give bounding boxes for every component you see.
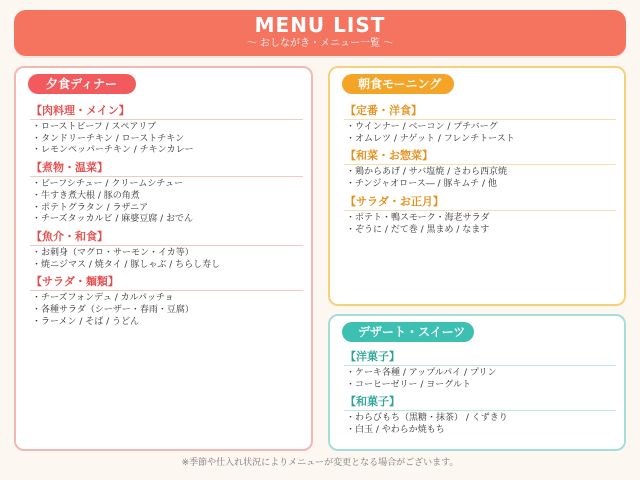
- dessert-sections: [344, 350, 616, 441]
- morning-sections: [344, 104, 616, 240]
- menu-title: MENU LIST: [254, 13, 386, 37]
- footer-note: ※季節や仕入れ状況によりメニューが変更となる場合がございます。: [181, 458, 459, 468]
- section-title: 【サラダ・お正月】: [344, 195, 616, 211]
- dinner-section-meat: [30, 104, 303, 157]
- dinner-card: [14, 66, 313, 451]
- morning-label: 朝食モーニング: [342, 74, 454, 94]
- menu-item: ・お刺身（マグロ・サーモン・イカ等）: [32, 247, 194, 258]
- menu-item: ・ケーキ各種 / アップルパイ / プリン: [346, 368, 497, 378]
- menu-item: ・レモンペッパーチキン / チキンカレー: [32, 145, 194, 156]
- menu-item: ・ぞうに / だて巻 / 黒まめ / なます: [346, 224, 490, 235]
- menu-item: ・チンジャオロース― / 豚キムチ / 他: [346, 179, 497, 190]
- menu-item: ・ポテトグラタン / ラザニア: [32, 202, 149, 213]
- menu-header: [14, 10, 626, 56]
- menu-item: ・ビーフシチュー / クリームシチュー: [32, 179, 184, 190]
- dinner-section-seafood: [30, 230, 303, 271]
- menu-item: ・ウインナー / ベーコン / プチバーグ: [346, 122, 498, 132]
- menu-item: ・各種サラダ（シーザー・春雨・豆腐）: [32, 305, 194, 316]
- menu-item: ・鶏からあげ / サバ塩焼 / さわら西京焼: [346, 167, 507, 178]
- section-title: 【肉料理・メイン】: [30, 104, 303, 120]
- morning-section-salad: [344, 195, 616, 236]
- menu-item: ・ポテト・鴨スモーク・海老サラダ: [346, 212, 490, 223]
- section-title: 【洋菓子】: [344, 350, 616, 366]
- dessert-label: デザート・スイーツ: [342, 322, 474, 342]
- menu-item: ・焼ニジマス / 焼タイ / 豚しゃぶ / ちらし寿し: [32, 259, 221, 270]
- menu-item: ・ローストビーフ / スペアリブ: [32, 122, 157, 132]
- section-title: 【定番・洋食】: [344, 104, 616, 120]
- menu-item: ・コーヒーゼリー / ヨーグルト: [346, 379, 471, 390]
- section-title: 【和菓子】: [344, 395, 616, 411]
- menu-item: ・オムレツ / ナゲット / フレンチトースト: [346, 133, 515, 144]
- dinner-label: 夕食ディナー: [28, 74, 136, 94]
- section-title: 【和菜・お惣菜】: [344, 149, 616, 165]
- dinner-section-salad: [30, 275, 303, 328]
- menu-item: ・タンドリーチキン / ローストチキン: [32, 133, 185, 144]
- section-title: 【煮物・温菜】: [30, 161, 303, 177]
- morning-card: [328, 66, 626, 306]
- morning-section-western: [344, 104, 616, 145]
- dessert-section-western: [344, 350, 616, 391]
- dinner-section-stew: [30, 161, 303, 226]
- morning-section-japanese: [344, 149, 616, 190]
- menu-item: ・牛すき煮大根 / 豚の角煮: [32, 190, 140, 201]
- menu-item: ・ラーメン / そば / うどん: [32, 316, 140, 327]
- section-title: 【サラダ・麺類】: [30, 275, 303, 291]
- dinner-sections: [30, 104, 303, 332]
- section-title: 【魚介・和食】: [30, 230, 303, 246]
- menu-item: ・チーズタッカルビ / 麻婆豆腐 / おでん: [32, 214, 193, 225]
- menu-subtitle: 〜 おしながき・メニュー一覧 〜: [246, 38, 394, 49]
- dessert-card: [328, 314, 626, 451]
- menu-item: ・チーズフォンデュ / カルパッチョ: [32, 293, 174, 304]
- dessert-section-japanese: [344, 395, 616, 436]
- menu-item: ・白玉 / やわらか焼もち: [346, 425, 445, 436]
- menu-item: ・わらびもち（黒糖・抹茶） / くずきり: [346, 413, 508, 424]
